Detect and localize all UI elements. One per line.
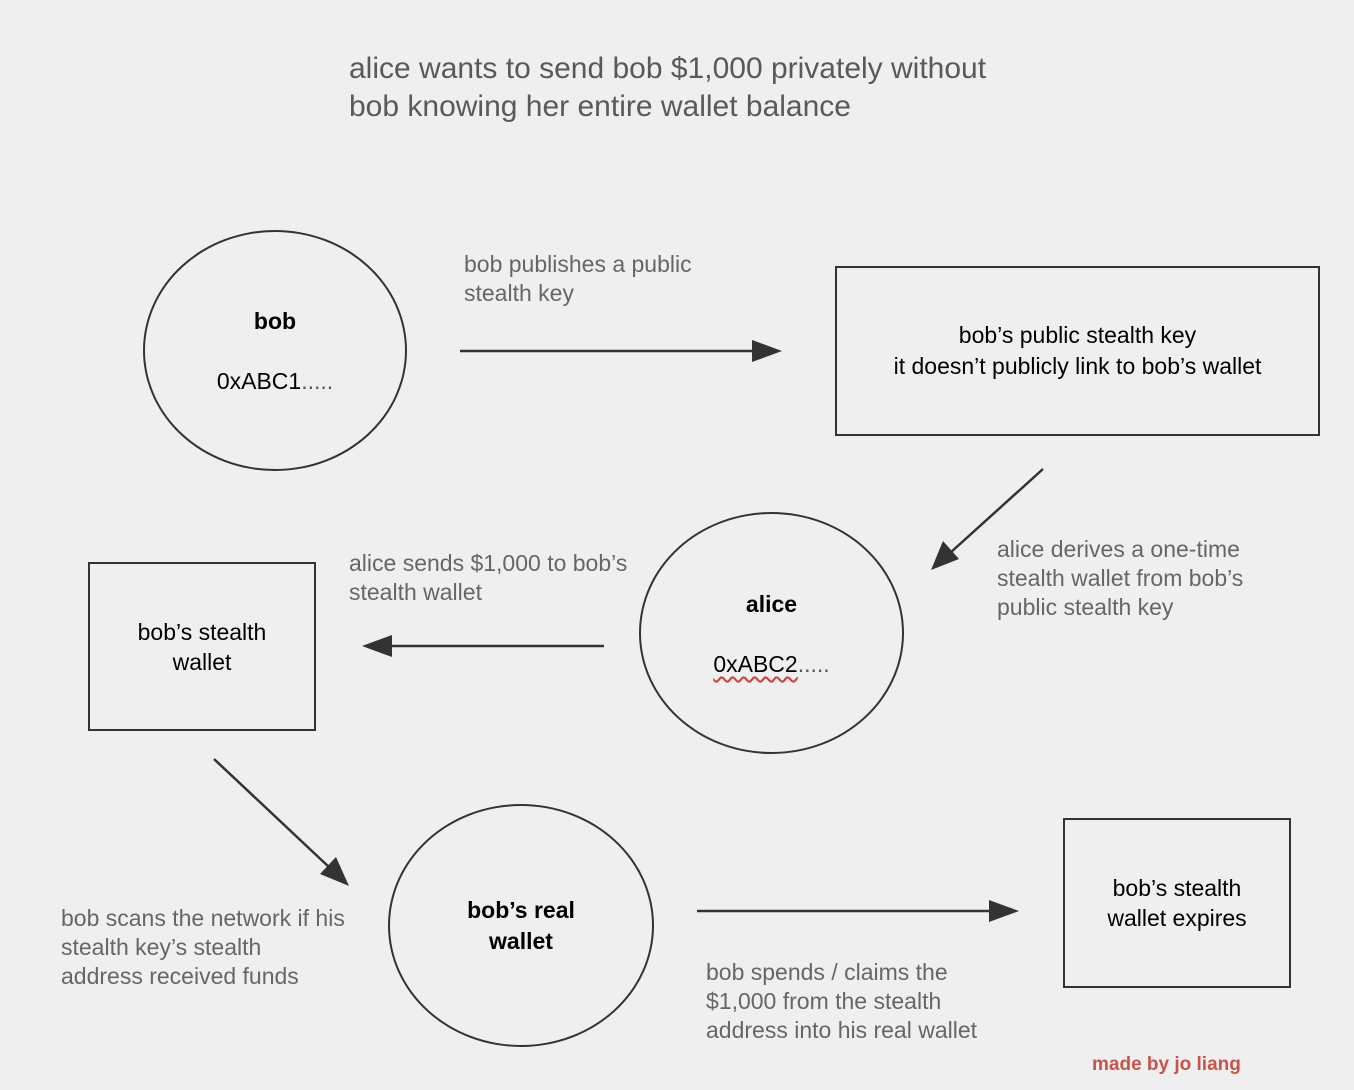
public-stealth-key-box xyxy=(835,266,1320,436)
alice-address-ellipsis: ..... xyxy=(797,651,830,677)
label-derive-line-3: public stealth key xyxy=(997,594,1174,620)
public-key-line-2: it doesn’t publicly link to bob’s wallet xyxy=(893,353,1262,379)
label-publish-line-2: stealth key xyxy=(464,280,574,306)
bob-name: bob xyxy=(253,308,297,334)
alice-address-value: 0xABC2 xyxy=(713,651,798,677)
label-derive-line-2: stealth wallet from bob’s xyxy=(997,565,1244,591)
bob-address-ellipsis: ..... xyxy=(301,368,334,394)
label-spend xyxy=(706,958,977,1045)
stealth-wallet-box xyxy=(88,562,316,731)
public-key-line-1: bob’s public stealth key xyxy=(958,322,1197,348)
title-line-1: alice wants to send bob $1,000 privately without xyxy=(349,52,987,85)
arrow-spend xyxy=(697,900,1019,922)
label-send-line-1: alice sends $1,000 to bob’s xyxy=(349,550,628,576)
label-derive xyxy=(997,535,1243,622)
label-send-line-2: stealth wallet xyxy=(349,579,482,605)
arrow-publish xyxy=(460,340,782,362)
label-spend-line-1: bob spends / claims the xyxy=(706,959,948,985)
arrow-send xyxy=(362,635,604,657)
stealth-wallet-line-1: bob’s stealth xyxy=(137,618,267,645)
label-scan-line-3: address received funds xyxy=(61,963,299,989)
bob-address xyxy=(145,368,405,395)
label-scan xyxy=(61,904,345,991)
stealth-wallet-expires-box xyxy=(1063,818,1291,988)
stealth-wallet-line-2: wallet xyxy=(172,648,232,675)
expires-line-1: bob’s stealth xyxy=(1112,875,1242,901)
label-send xyxy=(349,549,627,607)
label-publish-line-1: bob publishes a public xyxy=(464,251,692,277)
title-line-2: bob knowing her entire wallet balance xyxy=(349,90,851,123)
bob-address-value: 0xABC1 xyxy=(216,368,302,394)
label-spend-line-2: $1,000 from the stealth xyxy=(706,988,942,1014)
label-publish xyxy=(464,250,692,308)
diagram-title xyxy=(349,50,1109,126)
label-derive-line-1: alice derives a one-time xyxy=(997,536,1240,562)
alice-address xyxy=(641,651,902,678)
alice-name: alice xyxy=(745,591,798,617)
label-scan-line-2: stealth key’s stealth xyxy=(61,934,262,960)
arrow-scan xyxy=(214,759,349,886)
real-wallet-line-1: bob’s real xyxy=(467,897,575,923)
label-scan-line-1: bob scans the network if his xyxy=(61,905,345,931)
alice-node xyxy=(639,512,904,754)
expires-line-2: wallet expires xyxy=(1107,905,1247,931)
label-spend-line-3: address into his real wallet xyxy=(706,1017,978,1043)
bob-node xyxy=(143,230,407,471)
real-wallet-node xyxy=(388,804,654,1047)
watermark: made by jo liang xyxy=(1092,1054,1241,1075)
real-wallet-line-2: wallet xyxy=(489,928,553,954)
